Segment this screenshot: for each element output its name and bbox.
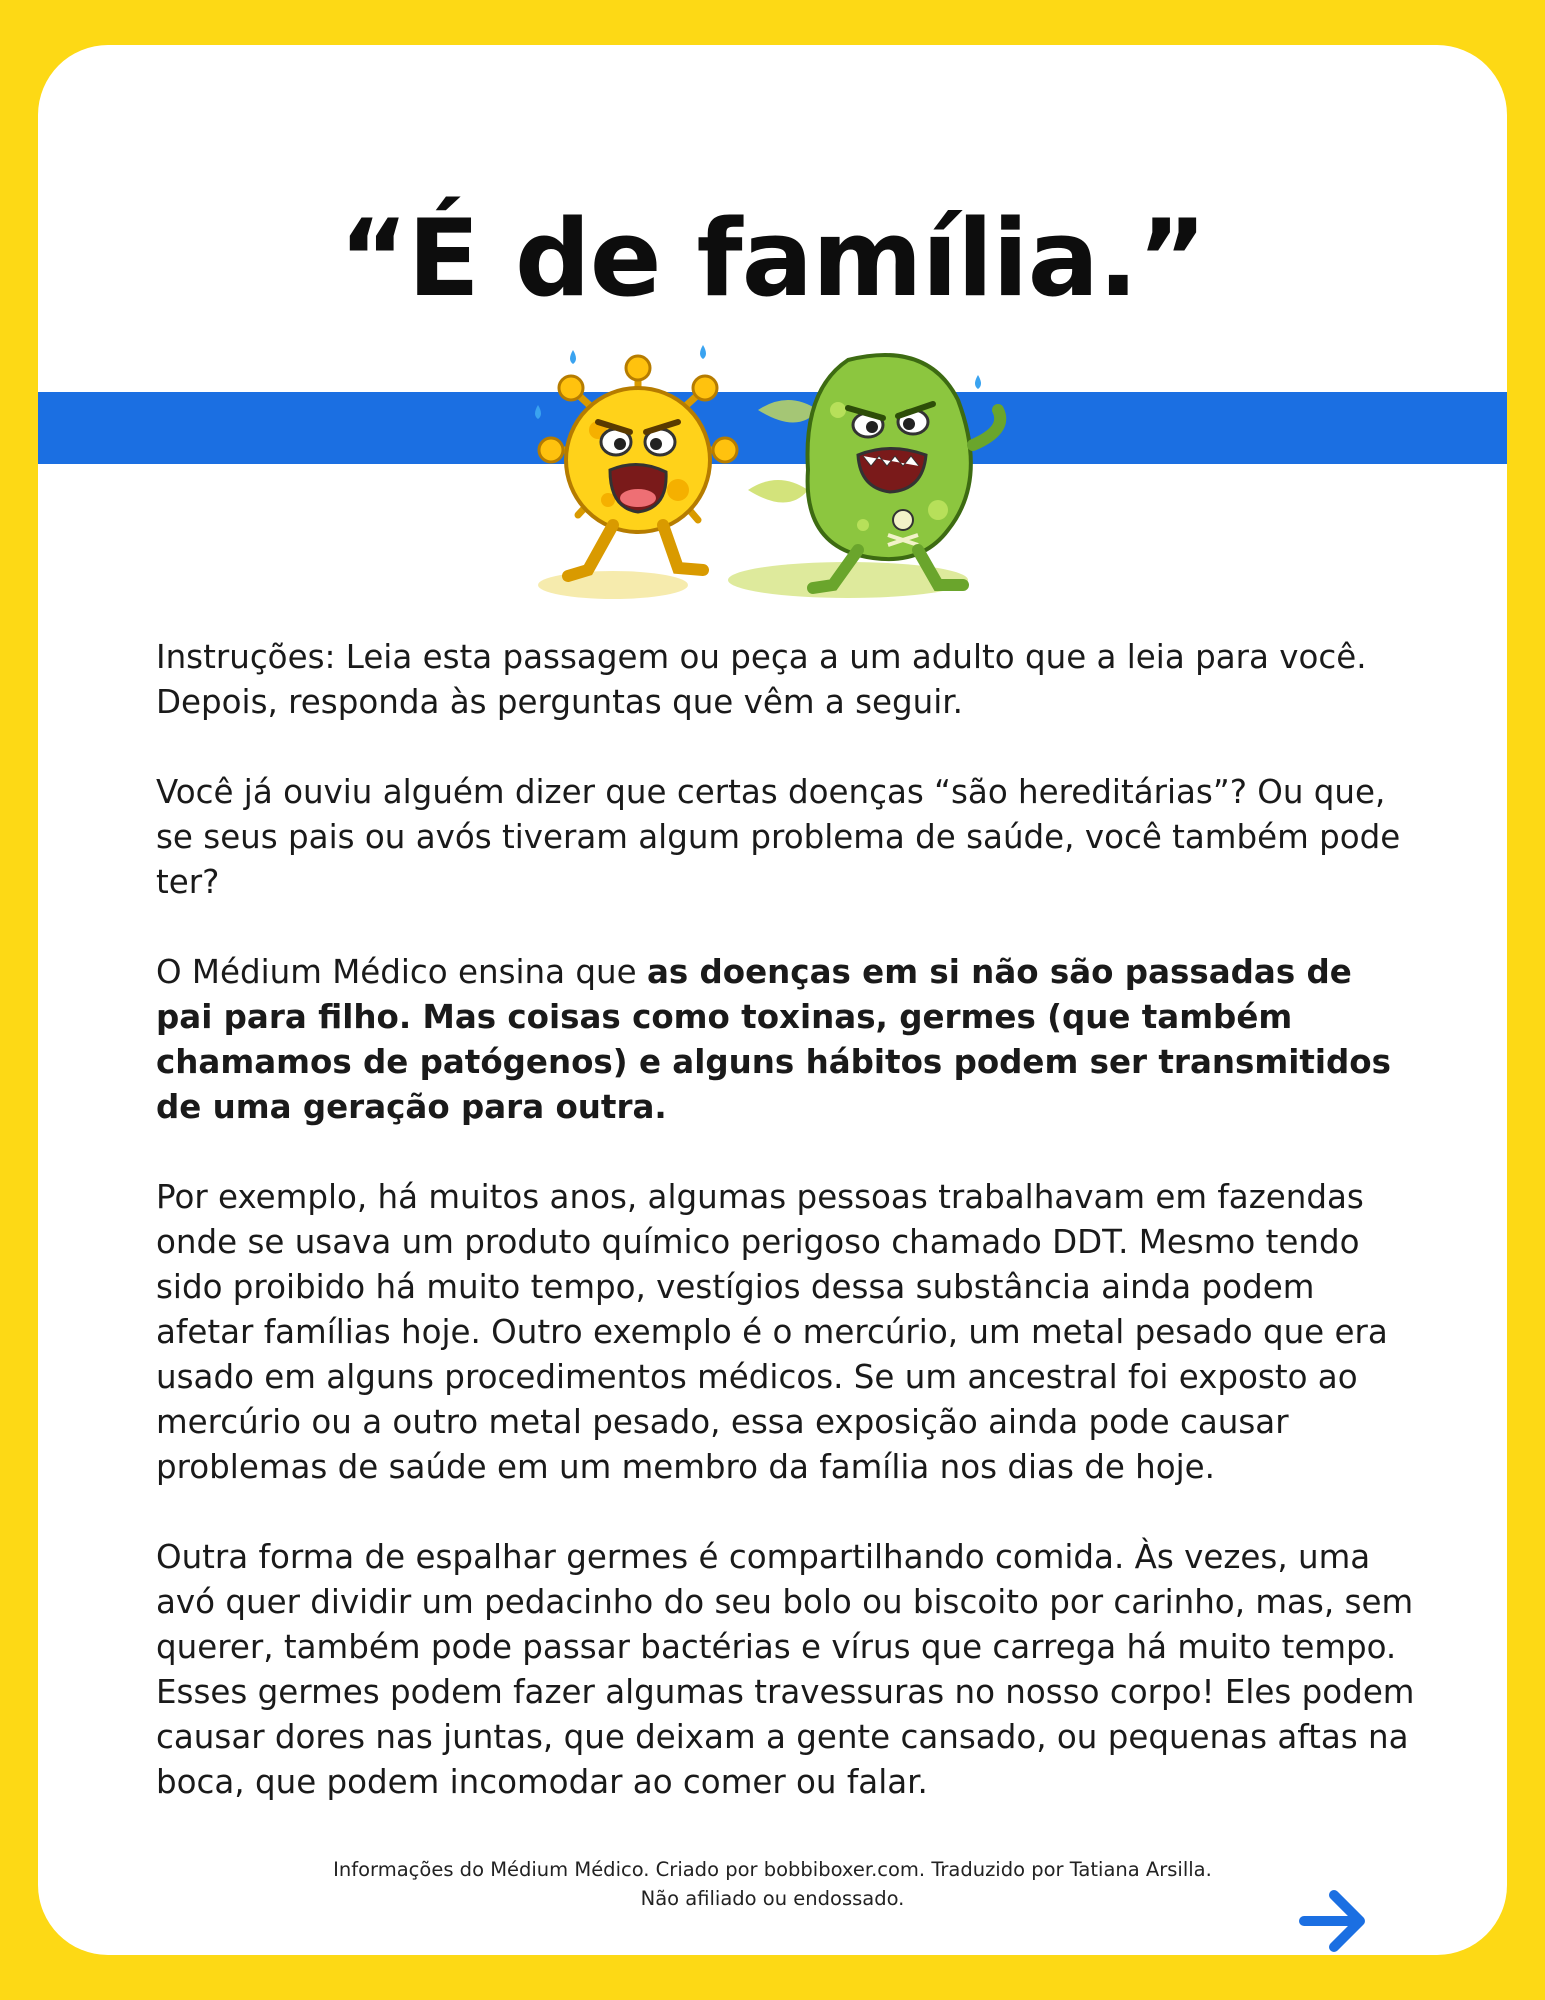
green-germ-icon [728, 355, 1000, 598]
worksheet-card [38, 45, 1507, 1955]
footer-credits [38, 1855, 1507, 1913]
page-title: “É de família.” [338, 197, 1207, 320]
arrow-right-icon[interactable] [1298, 1885, 1370, 1955]
example-paragraph: Por exemplo, há muitos anos, algumas pessoas trabalhavam em fazendas onde se usava um produto químico perigoso chamado DDT. Mesmo tendo sido proibido há muito tempo, vestígios dessa substância ainda podem afetar famílias hoje. Outro exemplo é o mercúrio, um metal pesado que era usado em alguns procedimentos médicos. Se um ancestral foi exposto ao mercúrio ou a outro metal pesado, essa exposição ainda pode causar problemas de saúde em um membro da família nos dias de hoje. [156, 1178, 1388, 1486]
instructions-paragraph: Instruções: Leia esta passagem ou peça a um adulto que a leia para você. Depois, responda às perguntas que vêm a seguir. [156, 638, 1367, 721]
yellow-virus-icon [535, 345, 737, 599]
teaching-paragraph [156, 950, 1416, 1130]
passage [156, 635, 1416, 1850]
sharing-food-paragraph: Outra forma de espalhar germes é compartilhando comida. Às vezes, uma avó quer dividir um pedacinho do seu bolo ou biscoito por carinho, mas, sem querer, também pode passar bactérias e vírus que carrega há muito tempo. Esses germes podem fazer algumas travessuras no nosso corpo! Eles podem causar dores nas juntas, que deixam a gente cansado, ou pequenas aftas na boca, que podem incomodar ao comer ou falar. [156, 1538, 1415, 1801]
footer-line-1: Informações do Médium Médico. Criado por bobbiboxer.com. Traduzido por Tatiana Arsilla. [333, 1858, 1212, 1881]
footer-line-2: Não afiliado ou endossado. [640, 1887, 905, 1910]
intro-paragraph: Você já ouviu alguém dizer que certas doenças “são hereditárias”? Ou que, se seus pais ou avós tiveram algum problema de saúde, você também pode ter? [156, 773, 1401, 901]
teaching-intro: O Médium Médico ensina que [156, 953, 647, 991]
teaching-highlight: as doenças em si não são passadas de pai para filho. Mas coisas como toxinas, germes (que também chamamos de patógenos) e alguns hábitos podem ser transmitidos de uma geração para outra. [156, 953, 1391, 1126]
germs-illustration [518, 330, 1058, 615]
